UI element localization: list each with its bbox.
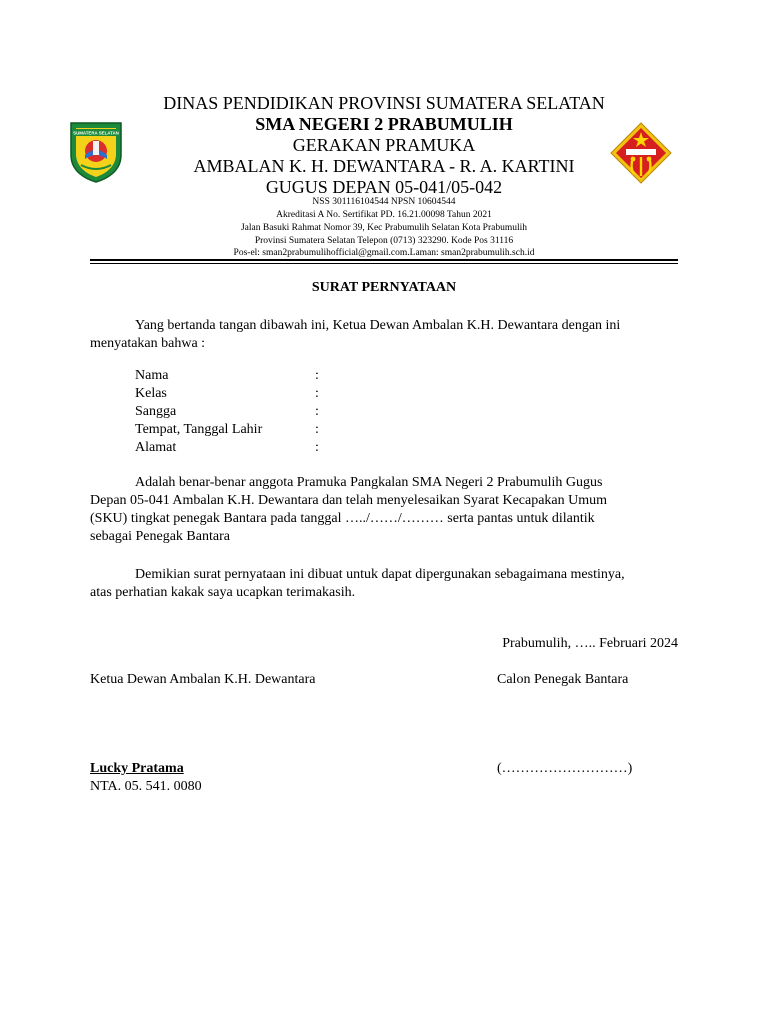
- field-label-nama: Nama: [135, 368, 169, 383]
- header-accreditation: Akreditasi A No. Sertifikat PD. 16.21.00098 Tahun 2021: [276, 210, 492, 220]
- field-label-tempat-tanggal-lahir: Tempat, Tanggal Lahir: [135, 422, 263, 437]
- place-date: Prabumulih, ….. Februari 2024: [502, 636, 678, 651]
- opening-paragraph: [90, 317, 678, 353]
- field-label-kelas: Kelas: [135, 386, 167, 401]
- statement-paragraph-line: Depan 05-041 Ambalan K.H. Dewantara dan telah menyelesaikan Syarat Kecapakan Umum: [90, 493, 608, 508]
- signature-right-title: Calon Penegak Bantara: [497, 672, 629, 687]
- statement-paragraph-line: (SKU) tingkat penegak Bantara pada tanggal …../……/……… serta pantas untuk dilantik: [90, 511, 595, 526]
- closing-paragraph-line: atas perhatian kakak saya ucapkan terimakasih.: [90, 585, 356, 600]
- signature-left-name: Lucky Pratama: [90, 761, 184, 776]
- statement-paragraph-line: sebagai Penegak Bantara: [90, 529, 230, 544]
- field-colon: :: [315, 404, 319, 419]
- letterhead-divider-thin: [90, 263, 678, 264]
- field-colon: :: [315, 368, 319, 383]
- header-agency: DINAS PENDIDIKAN PROVINSI SUMATERA SELATAN: [163, 93, 605, 113]
- closing-paragraph-line: Demikian surat pernyataan ini dibuat untuk dapat dipergunakan sebagaimana mestinya,: [135, 567, 625, 582]
- opening-paragraph-line: Yang bertanda tangan dibawah ini, Ketua Dewan Ambalan K.H. Dewantara dengan ini: [135, 318, 621, 333]
- statement-paragraph-line: Adalah benar-benar anggota Pramuka Pangkalan SMA Negeri 2 Prabumulih Gugus: [135, 475, 603, 490]
- field-colon: :: [315, 440, 319, 455]
- signature-left-title: Ketua Dewan Ambalan K.H. Dewantara: [90, 672, 316, 687]
- opening-paragraph-line: menyatakan bahwa :: [90, 336, 206, 351]
- document-title: SURAT PERNYATAAN: [311, 280, 457, 295]
- header-movement: GERAKAN PRAMUKA: [292, 135, 476, 155]
- signature-right-name-placeholder: (………………………): [497, 761, 633, 776]
- header-ambalan: AMBALAN K. H. DEWANTARA - R. A. KARTINI: [193, 156, 575, 176]
- letterhead-divider-thick: [90, 259, 678, 261]
- header-gugus-depan: GUGUS DEPAN 05-041/05-042: [265, 177, 503, 197]
- header-phone: Provinsi Sumatera Selatan Telepon (0713) 323290. Kode Pos 31116: [254, 236, 514, 246]
- field-label-alamat: Alamat: [135, 440, 177, 455]
- logo-left-text: SUMATERA SELATAN: [73, 130, 119, 136]
- header-school: SMA NEGERI 2 PRABUMULIH: [255, 114, 513, 134]
- header-address: Jalan Basuki Rahmat Nomor 39, Kec Prabumulih Selatan Kota Prabumulih: [240, 223, 527, 233]
- field-colon: :: [315, 386, 319, 401]
- header-nss-npsn: NSS 301116104544 NPSN 10604544: [312, 197, 456, 207]
- closing-paragraph: [90, 566, 678, 602]
- header-email-website: Pos-el: sman2prabumulihofficial@gmail.com.Laman: sman2prabumulih.sch.id: [233, 248, 535, 258]
- field-colon: :: [315, 422, 319, 437]
- field-label-sangga: Sangga: [135, 404, 177, 419]
- signature-left-nta: NTA. 05. 541. 0080: [90, 779, 202, 794]
- statement-paragraph: [90, 474, 678, 546]
